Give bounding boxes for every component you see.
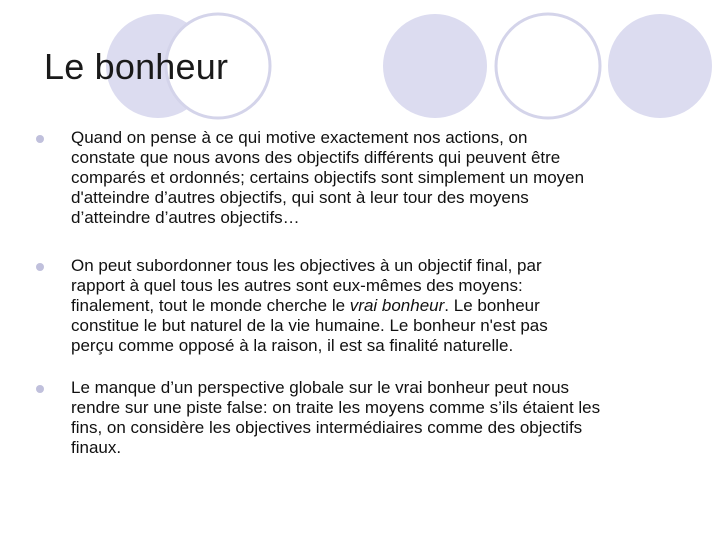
bullet-text bbox=[71, 256, 683, 356]
decorative-circle-outline bbox=[496, 14, 600, 118]
bullet-text: Le manque d’un perspective globale sur le vrai bonheur peut nous rendre sur une piste false: on traite les moyens comme s’ils étaient les fins, on considère les objectives intermédiaires comme des objectifs finaux. bbox=[71, 378, 601, 457]
decorative-circle bbox=[608, 14, 712, 118]
bullet-text: Quand on pense à ce qui motive exactement nos actions, on constate que nous avons des objectifs différents qui peuvent être comparés et ordonnés; certains objectifs sont simplement un moyen d'atteindre d’autres objectifs, qui sont à leur tour des moyens d’atteindre d’autres objectifs… bbox=[71, 128, 585, 227]
bullet-text-part: . Le bonheur constitue le but naturel de la vie humaine. Le bonheur n'est pas perçu comme opposé à la raison, il est sa finalité naturelle. bbox=[71, 296, 548, 355]
bullet-dot-icon bbox=[36, 263, 44, 271]
bullet-dot-icon bbox=[36, 135, 44, 143]
bullet-dot-icon bbox=[36, 385, 44, 393]
bullet-text-italic: vrai bonheur bbox=[349, 296, 445, 315]
slide-title: Le bonheur bbox=[44, 46, 229, 87]
bullet-text-part: On peut subordonner tous les objectives à un objectif final, par rapport à quel tous les autres sont eux-mêmes des moyens: finalement, tout le monde cherche le bbox=[71, 256, 542, 315]
decorative-circle bbox=[383, 14, 487, 118]
